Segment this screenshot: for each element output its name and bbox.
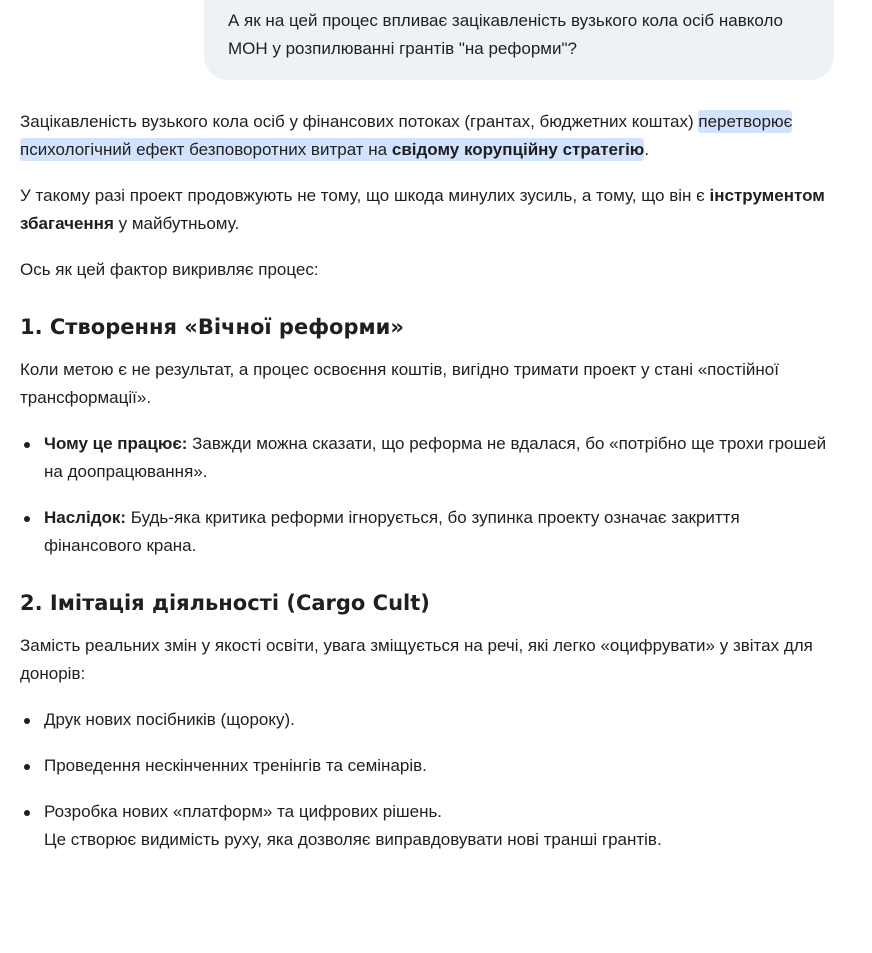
intro-end: . (644, 140, 650, 159)
section-2 (20, 588, 840, 854)
section-1 (20, 312, 840, 560)
list-item (20, 430, 840, 486)
bullet-label: Наслідок: (44, 508, 127, 527)
user-message-bubble (204, 0, 834, 80)
intro-paragraph (20, 108, 840, 164)
list-item: Друк нових посібників (щороку). (20, 706, 840, 734)
bullet-text: Будь-яка критика реформи ігнорується, бо зупинка проекту означає закриття фінансового крана. (44, 508, 740, 555)
user-message-text: А як на цей процес впливає зацікавленість вузького кола осіб навколо МОН у розпилюванні грантів "на реформи"? (228, 11, 784, 58)
list-item (20, 798, 840, 854)
assistant-response (20, 108, 840, 872)
section-2-text: Замість реальних змін у якості освіти, увага зміщується на речі, які легко «оцифрувати» у звітах для донорів: (20, 636, 813, 683)
list-item (20, 504, 840, 560)
para2-bold: інструментом збагачення (20, 186, 825, 233)
intro-highlight-bold: свідому корупційну стратегію (391, 140, 645, 159)
para2-text-end: у майбутньому. (113, 214, 240, 233)
section-1-heading: 1. Створення «Вічної реформи» (20, 315, 404, 339)
section-1-list (20, 430, 840, 560)
section-2-list (20, 706, 840, 854)
para2-text: У такому разі проект продовжують не тому, що шкода минулих зусиль, а тому, що він є (20, 186, 710, 205)
section-1-text: Коли метою є не результат, а процес освоєння коштів, вигідно тримати проект у стані «постійної трансформації». (20, 360, 779, 407)
list-item: Проведення нескінченних тренінгів та семінарів. (20, 752, 840, 780)
para3: Ось як цей фактор викривляє процес: (20, 260, 319, 279)
bullet-label: Чому це працює: (44, 434, 188, 453)
bullet-text: Завжди можна сказати, що реформа не вдалася, бо «потрібно ще трохи грошей на доопрацювання». (44, 434, 827, 481)
section-2-heading: 2. Імітація діяльності (Cargo Cult) (20, 591, 430, 615)
bullet-text: Розробка нових «платформ» та цифрових рішень. (44, 802, 443, 821)
para2 (20, 182, 840, 238)
intro-text: Зацікавленість вузького кола осіб у фінансових потоках (грантах, бюджетних коштах) (20, 112, 699, 131)
intro-highlight-text: перетворює психологічний ефект безповоротних витрат на (20, 112, 793, 159)
section-2-tail: Це створює видимість руху, яка дозволяє виправдовувати нові транші грантів. (44, 830, 662, 849)
